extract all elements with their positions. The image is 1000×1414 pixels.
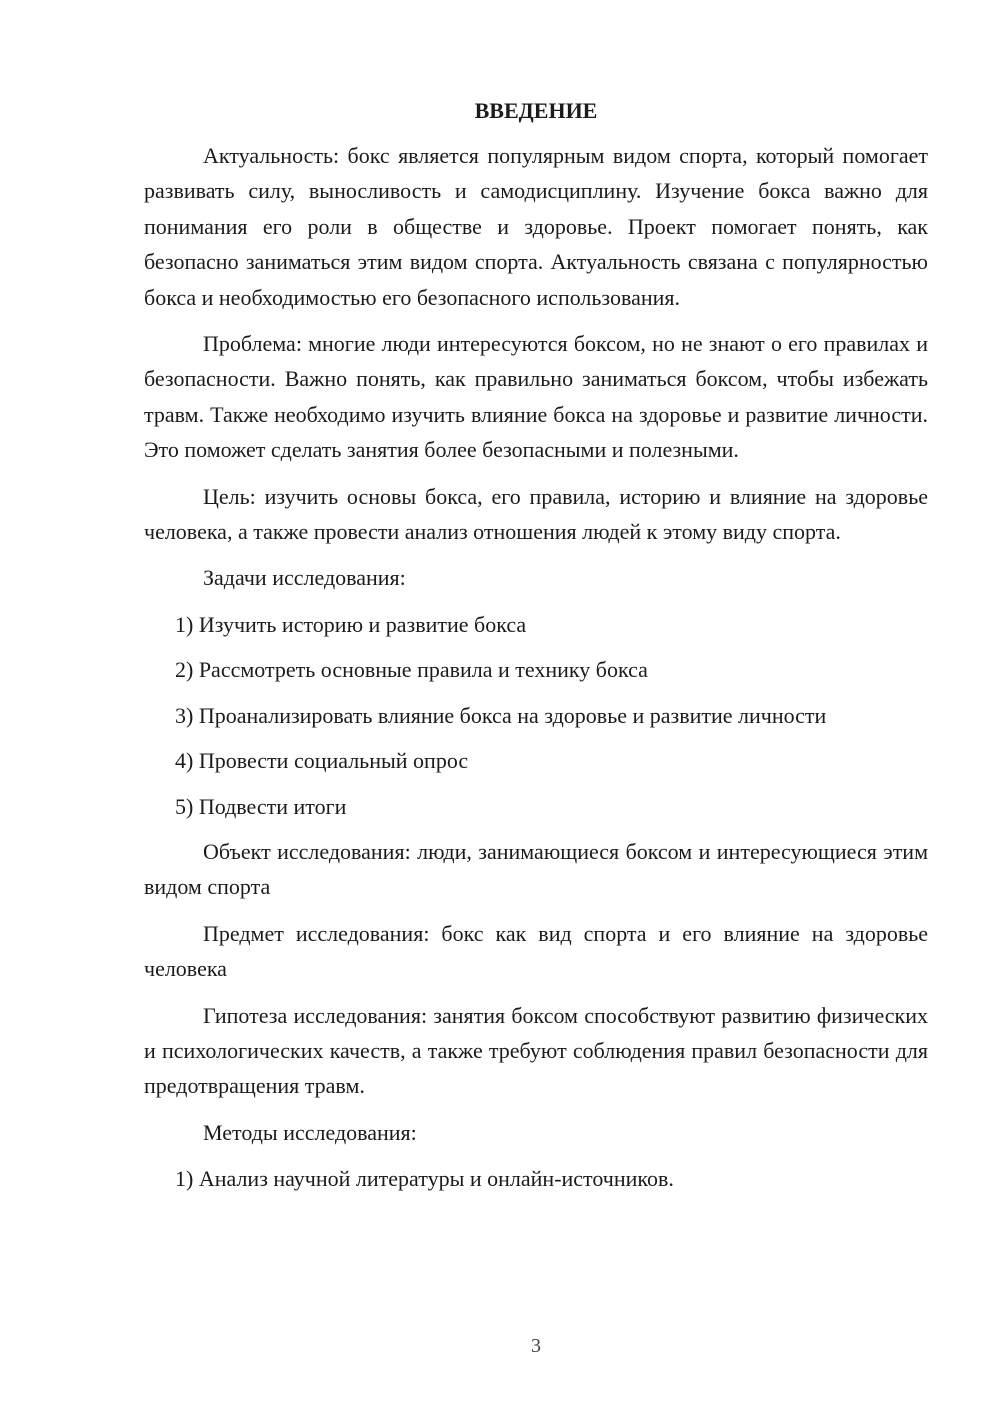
- list-item: 5) Подвести итоги: [175, 793, 347, 819]
- page-title: ВВЕДЕНИЕ: [474, 98, 598, 123]
- list-item: 4) Провести социальный опрос: [175, 748, 469, 774]
- tasks-list: [144, 607, 928, 824]
- object-paragraph: Объект исследования: люди, занимающиеся боксом и интересующиеся этим видом спорта: [144, 838, 928, 900]
- problem-paragraph: Проблема: многие люди интересуются боксом, но не знают о его правилах и безопасности. Важно понять, как правильно заниматься боксом, чтобы избежать травм. Также необходимо изучить влияние бокса на здоровье и развитие личности. Это поможет сделать занятия более безопасными и полезными.: [144, 331, 928, 463]
- methods-heading: Методы исследования:: [203, 1119, 417, 1145]
- hypothesis-paragraph: Гипотеза исследования: занятия боксом способствуют развитию физических и психологических качеств, а также требуют соблюдения правил безопасности для предотвращения травм.: [144, 1002, 928, 1099]
- list-item: 1) Изучить историю и развитие бокса: [175, 611, 527, 637]
- goal-paragraph: Цель: изучить основы бокса, его правила, историю и влияние на здоровье человека, а также провести анализ отношения людей к этому виду спорта.: [144, 483, 928, 545]
- list-item: 2) Рассмотреть основные правила и технику бокса: [175, 657, 648, 683]
- subject-paragraph: Предмет исследования: бокс как вид спорта и его влияние на здоровье человека: [144, 920, 928, 982]
- methods-list: [144, 1161, 928, 1196]
- tasks-heading: Задачи исследования:: [203, 565, 406, 591]
- list-item: 3) Проанализировать влияние бокса на здоровье и развитие личности: [175, 702, 827, 728]
- relevance-paragraph: Актуальность: бокс является популярным видом спорта, который помогает развивать силу, выносливость и самодисциплину. Изучение бокса важно для понимания его роли в обществе и здоровье. Проект помогает понять, как безопасно заниматься этим видом спорта. Актуальность связана с популярностью бокса и необходимостью его безопасного использования.: [144, 143, 928, 310]
- list-item: 1) Анализ научной литературы и онлайн-источников.: [175, 1166, 674, 1192]
- document-page: [144, 96, 928, 1207]
- page-number: 3: [531, 1335, 541, 1357]
